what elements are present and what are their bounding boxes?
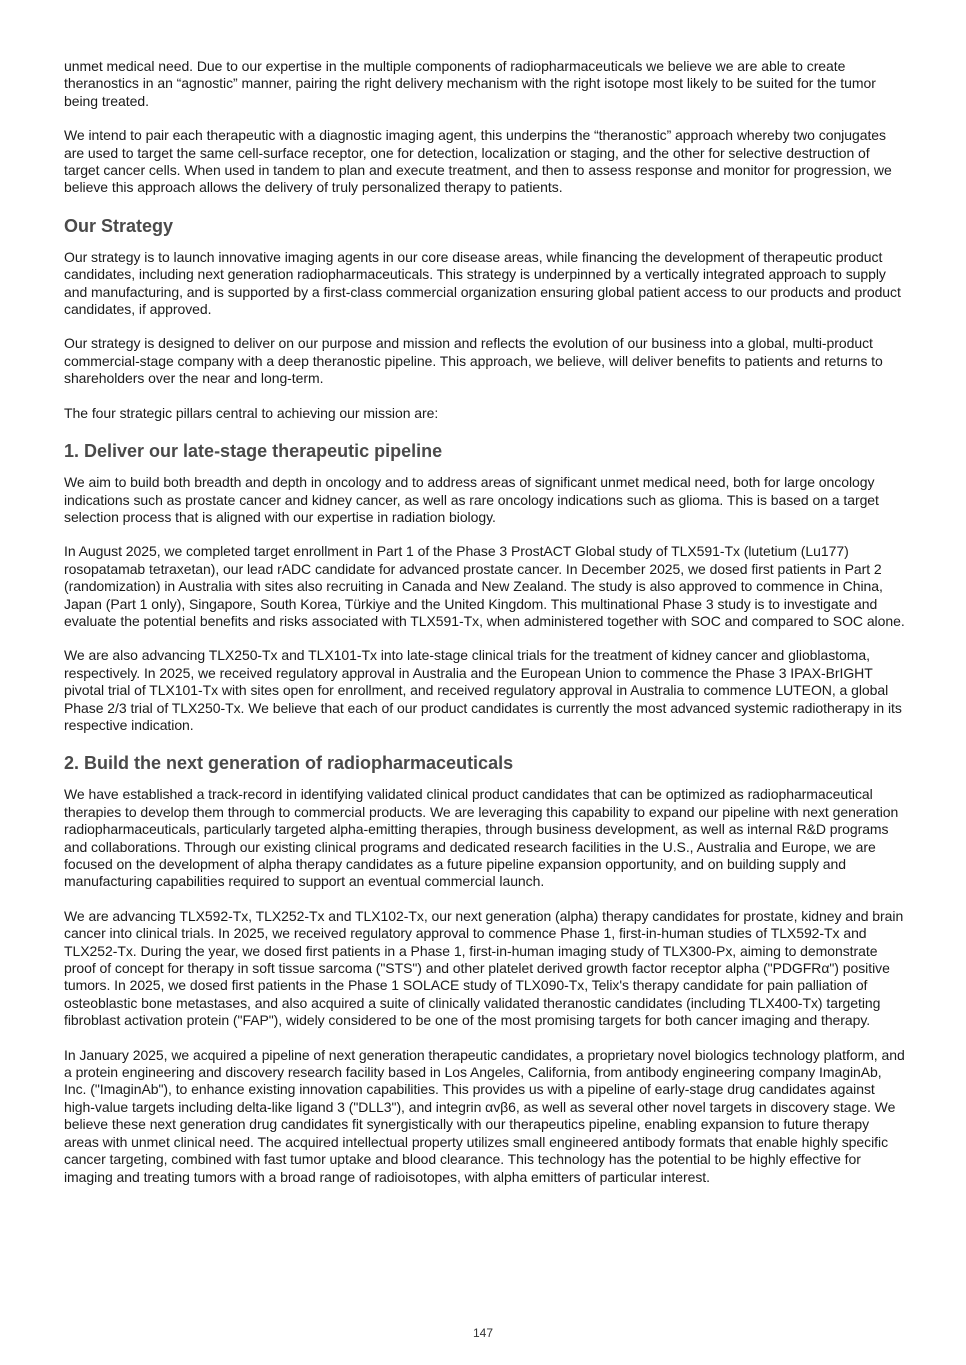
paragraph: In January 2025, we acquired a pipeline of next generation therapeutic candidates, a proprietary novel biologics technology platform, and a protein engineering and discovery research facility based in Los Angeles, California, from antibody engineering company ImaginAb, Inc. ("ImaginAb"), to enhance existing innovation capabilities. This provides us with a pipeline of early-stage drug candidates against high-value targets including delta-like ligand 3 ("DLL3"), and integrin αvβ6, as well as several other novel targets in discovery stage. We believe these next generation drug candidates fit synergistically with our therapeutics pipeline, enabling expansion to future therapy areas with unmet clinical need. The acquired intellectual property utilizes small engineered antibody formats that enable highly specific cancer targeting, combined with fast tumor uptake and blood clearance. This technology has the potential to be highly effective for imaging and treating tumors with a broad range of radioisotopes, with alpha emitters of particular interest. (64, 1046, 905, 1185)
paragraph: Our strategy is to launch innovative imaging agents in our core disease areas, while financing the development of therapeutic product candidates, including next generation radiopharmaceuticals. This strategy is underpinned by a vertically integrated approach to supply and manufacturing, and is supported by a first-class commercial organization ensuring global patient access to our products and product candidates, if approved. (64, 248, 901, 318)
section-heading-our-strategy: Our Strategy (64, 215, 174, 236)
document-page (64, 58, 906, 1203)
paragraph: Our strategy is designed to deliver on our purpose and mission and reflects the evolution of our business into a global, multi-product commercial-stage company with a deep theranostic pipeline. This approach, we believe, will deliver benefits to patients and returns to shareholders over the near and long-term. (64, 335, 883, 387)
page-number: 147 (472, 1326, 494, 1340)
paragraph: We have established a track-record in identifying validated clinical product candidates that can be optimized as radiopharmaceutical therapies to develop them through to commercial products. We are leveraging this capability to expand our pipeline with next generation radiopharmaceuticals, particularly targeted alpha-emitting therapies, through business development, as well as internal R&D programs and collaborations. Through our existing clinical programs and dedicated research facilities in the U.S., Australia and Europe, we are focused on the development of alpha therapy candidates as a future pipeline expansion opportunity, and on building supply and manufacturing capabilities required to support an eventual commercial launch. (64, 786, 899, 890)
paragraph: We intend to pair each therapeutic with a diagnostic imaging agent, this underpins the “theranostic” approach whereby two conjugates are used to target the same cell-surface receptor, one for detection, localization or staging, and the other for selective destruction of target cancer cells. When used in tandem to plan and execute treatment, and then to assess response and monitor for progression, we believe this approach allows the delivery of truly personalized therapy to patients. (64, 127, 892, 196)
paragraph: We are also advancing TLX250-Tx and TLX101-Tx into late-stage clinical trials for the treatment of kidney cancer and glioblastoma, respectively. In 2025, we received regulatory approval in Australia and the European Union to commence the Phase 3 IPAX-BrIGHT pivotal trial of TLX101-Tx with sites open for enrollment, and received regulatory approval in Australia to commence LUTEON, a global Phase 2/3 trial of TLX250-Tx. We believe that each of our product candidates is currently the most advanced systemic radiotherapy in its respective indication. (64, 647, 902, 733)
paragraph: The four strategic pillars central to achieving our mission are: (64, 404, 439, 421)
paragraph: unmet medical need. Due to our expertise in the multiple components of radiopharmaceuticals we believe we are able to create theranostics in an “agnostic” manner, pairing the right delivery mechanism with the right isotope most likely to be suited for the tumor being treated. (64, 58, 876, 109)
section-heading-pillar-1: 1. Deliver our late-stage therapeutic pipeline (64, 441, 443, 462)
section-heading-pillar-2: 2. Build the next generation of radiopharmaceuticals (64, 753, 514, 774)
paragraph: In August 2025, we completed target enrollment in Part 1 of the Phase 3 ProstACT Global study of TLX591-Tx (lutetium (Lu177) rosopatamab tetraxetan), our lead rADC candidate for advanced prostate cancer. In December 2025, we dosed first patients in Part 2 (randomization) in Australia with sites also recruiting in Canada and New Zealand. The study is also approved to commence in China, Japan (Part 1 only), Singapore, South Korea, Türkiye and the United Kingdom. This multinational Phase 3 study is to investigate and evaluate the potential benefits and risks associated with TLX591-Tx, when administered together with SOC and compared to SOC alone. (64, 543, 905, 629)
paragraph: We aim to build both breadth and depth in oncology and to address areas of significant unmet medical need, both for large oncology indications such as prostate cancer and kidney cancer, as well as rare oncology indications such as glioma. This is based on a target selection process that is aligned with our expertise in radiation biology. (64, 474, 879, 525)
paragraph: We are advancing TLX592-Tx, TLX252-Tx and TLX102-Tx, our next generation (alpha) therapy candidates for prostate, kidney and brain cancer into clinical trials. In 2025, we received regulatory approval to commence Phase 1, first-in-human studies of TLX592-Tx and TLX252-Tx. During the year, we dosed first patients in a Phase 1, first-in-human imaging study of TLX300-Px, aiming to demonstrate proof of concept for therapy in soft tissue sarcoma ("STS") and other platelet derived growth factor receptor alpha ("PDGFRα") positive tumors. In 2025, we dosed first patients in the Phase 1 SOLACE study of TLX090-Tx, Telix's therapy candidate for pain palliation of osteoblastic bone metastases, and also acquired a suite of clinically validated theranostic candidates (including TLX400-Tx) targeting fibroblast activation protein ("FAP"), widely considered to be one of the most promising targets for both cancer imaging and therapy. (64, 907, 904, 1029)
